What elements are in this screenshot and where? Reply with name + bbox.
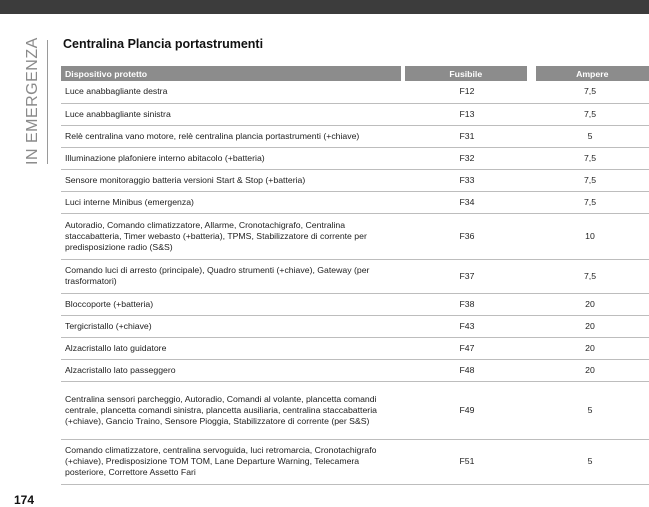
cell-ampere: 5: [531, 125, 649, 147]
table-row: [61, 213, 649, 259]
cell-device: Comando climatizzatore, centralina servoguida, luci retromarcia, Cronotachigrafo (+chiave), Predisposizione TOM TOM, Lane Departure Warning, Telecamera posteriore, Correttore Assetto Fari: [61, 439, 403, 484]
cell-fuse: F34: [403, 191, 531, 213]
table-row: [61, 381, 649, 439]
cell-fuse: F48: [403, 359, 531, 381]
table-row: [61, 439, 649, 484]
cell-device: Luci interne Minibus (emergenza): [61, 191, 403, 213]
cell-device: Alzacristallo lato passeggero: [61, 359, 403, 381]
cell-fuse: F33: [403, 169, 531, 191]
table-row: [61, 169, 649, 191]
fuse-table: [61, 66, 649, 485]
cell-fuse: F36: [403, 213, 531, 259]
cell-device: Tergicristallo (+chiave): [61, 315, 403, 337]
cell-device: Luce anabbagliante sinistra: [61, 103, 403, 125]
cell-ampere: 20: [531, 359, 649, 381]
top-bar: [0, 0, 649, 14]
cell-ampere: 7,5: [531, 103, 649, 125]
header-fuse: Fusibile: [403, 66, 531, 81]
cell-ampere: 20: [531, 315, 649, 337]
cell-fuse: F12: [403, 81, 531, 103]
page-title: Centralina Plancia portastrumenti: [63, 37, 264, 51]
section-divider: [47, 40, 48, 164]
cell-fuse: F51: [403, 439, 531, 484]
cell-fuse: F37: [403, 259, 531, 293]
cell-device: Centralina sensori parcheggio, Autoradio, Comandi al volante, plancetta comandi centrale, plancetta comandi sinistra, plancetta ausiliaria, centralina staccabatteria (+chiave), Gancio Traino, Sensore Pioggia, Stabilizzatore di corrente (per S&S): [61, 381, 403, 439]
cell-fuse: F32: [403, 147, 531, 169]
cell-ampere: 10: [531, 213, 649, 259]
cell-fuse: F31: [403, 125, 531, 147]
cell-ampere: 7,5: [531, 259, 649, 293]
table-row: [61, 337, 649, 359]
cell-ampere: 20: [531, 293, 649, 315]
cell-ampere: 7,5: [531, 81, 649, 103]
cell-device: Alzacristallo lato guidatore: [61, 337, 403, 359]
cell-ampere: 5: [531, 381, 649, 439]
cell-device: Comando luci di arresto (principale), Quadro strumenti (+chiave), Gateway (per trasformatori): [61, 259, 403, 293]
cell-ampere: 5: [531, 439, 649, 484]
cell-device: Autoradio, Comando climatizzatore, Allarme, Cronotachigrafo, Centralina staccabatteria, Timer webasto (+batteria), TPMS, Stabilizzatore di corrente per predisposizione radio (S&S): [61, 213, 403, 259]
table-row: [61, 191, 649, 213]
header-device: Dispositivo protetto: [61, 66, 403, 81]
cell-fuse: F13: [403, 103, 531, 125]
cell-fuse: F49: [403, 381, 531, 439]
table-row: [61, 259, 649, 293]
section-label: IN EMERGENZA: [24, 37, 41, 165]
table-row: [61, 315, 649, 337]
page-number: 174: [14, 493, 35, 507]
table-row: [61, 293, 649, 315]
cell-ampere: 20: [531, 337, 649, 359]
cell-ampere: 7,5: [531, 191, 649, 213]
cell-device: Sensore monitoraggio batteria versioni Start & Stop (+batteria): [61, 169, 403, 191]
cell-device: Luce anabbagliante destra: [61, 81, 403, 103]
cell-fuse: F43: [403, 315, 531, 337]
cell-ampere: 7,5: [531, 169, 649, 191]
cell-fuse: F47: [403, 337, 531, 359]
table-row: [61, 359, 649, 381]
table-row: [61, 81, 649, 103]
cell-ampere: 7,5: [531, 147, 649, 169]
table-row: [61, 103, 649, 125]
header-ampere: Ampere: [531, 66, 649, 81]
table-row: [61, 147, 649, 169]
table-header-row: [61, 66, 649, 81]
table-row: [61, 125, 649, 147]
cell-device: Bloccoporte (+batteria): [61, 293, 403, 315]
cell-device: Illuminazione plafoniere interno abitacolo (+batteria): [61, 147, 403, 169]
cell-fuse: F38: [403, 293, 531, 315]
cell-device: Relè centralina vano motore, relè centralina plancia portastrumenti (+chiave): [61, 125, 403, 147]
